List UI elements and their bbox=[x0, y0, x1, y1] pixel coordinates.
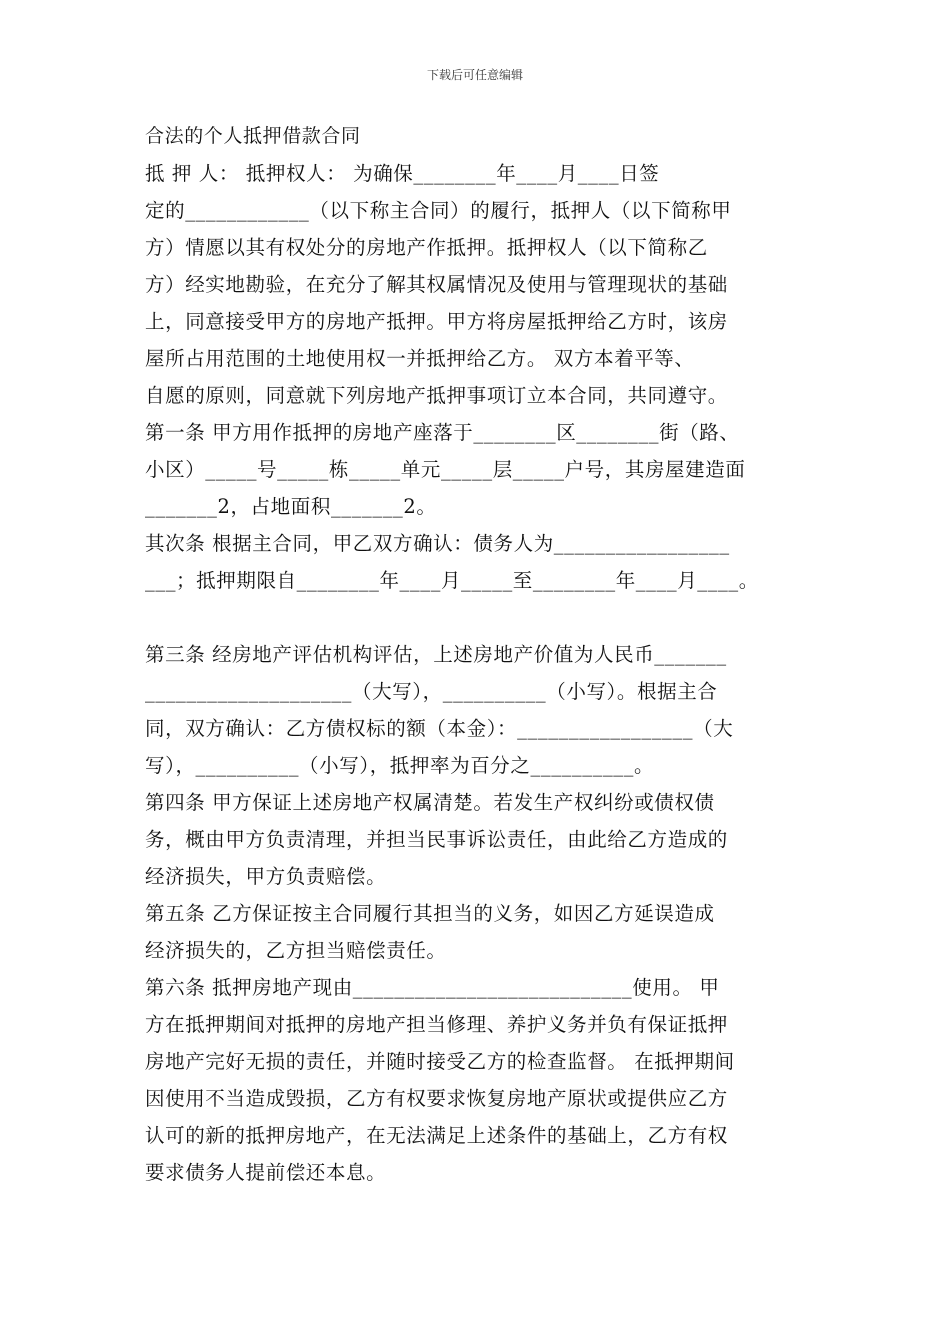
body-line: 第五条 乙方保证按主合同履行其担当的义务，如因乙方延误造成 bbox=[145, 902, 715, 925]
contract-document bbox=[145, 118, 810, 1191]
body-line: 要求债务人提前偿还本息。 bbox=[145, 1161, 387, 1184]
body-line: 方在抵押期间对抵押的房地产担当修理、养护义务并负有保证抵押 bbox=[145, 1013, 728, 1036]
body-line: 因使用不当造成毁损，乙方有权要求恢复房地产原状或提供应乙方 bbox=[145, 1087, 728, 1110]
document-body bbox=[145, 155, 810, 1191]
document-title: 合法的个人抵押借款合同 bbox=[145, 125, 361, 147]
body-line: 第四条 甲方保证上述房地产权属清楚。若发生产权纠纷或债权债 bbox=[145, 791, 715, 814]
body-line: _______2，占地面积_______2。 bbox=[145, 495, 437, 518]
body-line: 务，概由甲方负责清理，并担当民事诉讼责任，由此给乙方造成的 bbox=[145, 828, 728, 851]
body-line: 其次条 根据主合同，甲乙双方确认：债务人为_________________ bbox=[145, 532, 730, 555]
body-line: 方）情愿以其有权处分的房地产作抵押。抵押权人（以下简称乙 bbox=[145, 236, 708, 259]
blank-line bbox=[145, 599, 810, 636]
body-line: 上，同意接受甲方的房地产抵押。甲方将房屋抵押给乙方时，该房 bbox=[145, 310, 728, 333]
body-line: 经济损失的，乙方担当赔偿责任。 bbox=[145, 939, 447, 962]
body-line: 认可的新的抵押房地产，在无法满足上述条件的基础上，乙方有权 bbox=[145, 1124, 728, 1147]
body-line: 方）经实地勘验，在充分了解其权属情况及使用与管理现状的基础 bbox=[145, 273, 728, 296]
body-line: 第三条 经房地产评估机构评估，上述房地产价值为人民币_______ bbox=[145, 643, 727, 666]
body-line: 屋所占用范围的土地使用权一并抵押给乙方。 双方本着平等、 bbox=[145, 347, 695, 370]
body-line: 自愿的原则，同意就下列房地产抵押事项订立本合同，共同遵守。 bbox=[145, 384, 728, 407]
body-line: 房地产完好无损的责任，并随时接受乙方的检查监督。 在抵押期间 bbox=[145, 1050, 735, 1073]
body-line: 小区）_____号_____栋_____单元_____层_____户号，其房屋建造面 bbox=[145, 458, 746, 481]
body-line: 定的____________（以下称主合同）的履行，抵押人（以下简称甲 bbox=[145, 199, 732, 222]
body-line: 第一条 甲方用作抵押的房地产座落于________区________街（路、 bbox=[145, 421, 740, 444]
body-line: 写），__________（小写），抵押率为百分之__________。 bbox=[145, 754, 655, 777]
body-line: 同，双方确认：乙方债权标的额（本金）：_________________（大 bbox=[145, 717, 734, 740]
header-note: 下载后可任意编辑 bbox=[426, 68, 523, 82]
body-line: ____________________（大写），__________（小写）。根据主合 bbox=[145, 680, 718, 703]
body-line: ___；抵押期限自________年____月_____至________年____月____。 bbox=[145, 569, 759, 592]
body-line: 经济损失，甲方负责赔偿。 bbox=[145, 865, 387, 888]
body-line: 抵 押 人： 抵押权人： 为确保________年____月____日签 bbox=[145, 162, 660, 185]
body-line: 第六条 抵押房地产现由___________________________使用。 甲 bbox=[145, 976, 720, 999]
